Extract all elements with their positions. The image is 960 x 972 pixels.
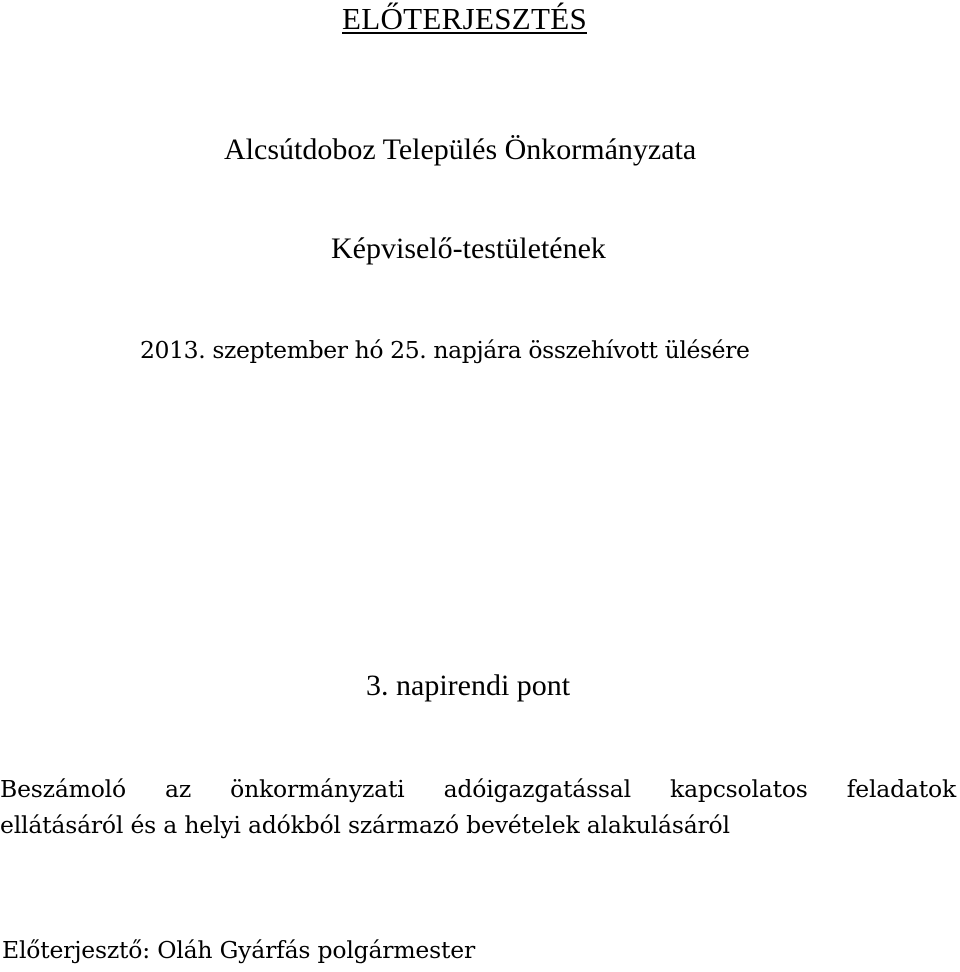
agenda-item: 3. napirendi pont [366,669,571,702]
subject-line-1: Beszámoló az önkormányzati adóigazgatással kapcsolatos feladatok [0,775,956,803]
meeting-date: 2013. szeptember hó 25. napjára összehívott ülésére [140,336,750,364]
subject-block [0,771,956,843]
organization-name: Alcsútdoboz Település Önkormányzata [224,133,697,166]
presenter: Előterjesztő: Oláh Gyárfás polgármester [2,936,475,964]
body-name: Képviselő-testületének [331,232,606,265]
document-title: ELŐTERJESZTÉS [342,1,587,36]
subject-line-2: ellátásáról és a helyi adókból származó bevételek alakulásáról [0,811,730,839]
